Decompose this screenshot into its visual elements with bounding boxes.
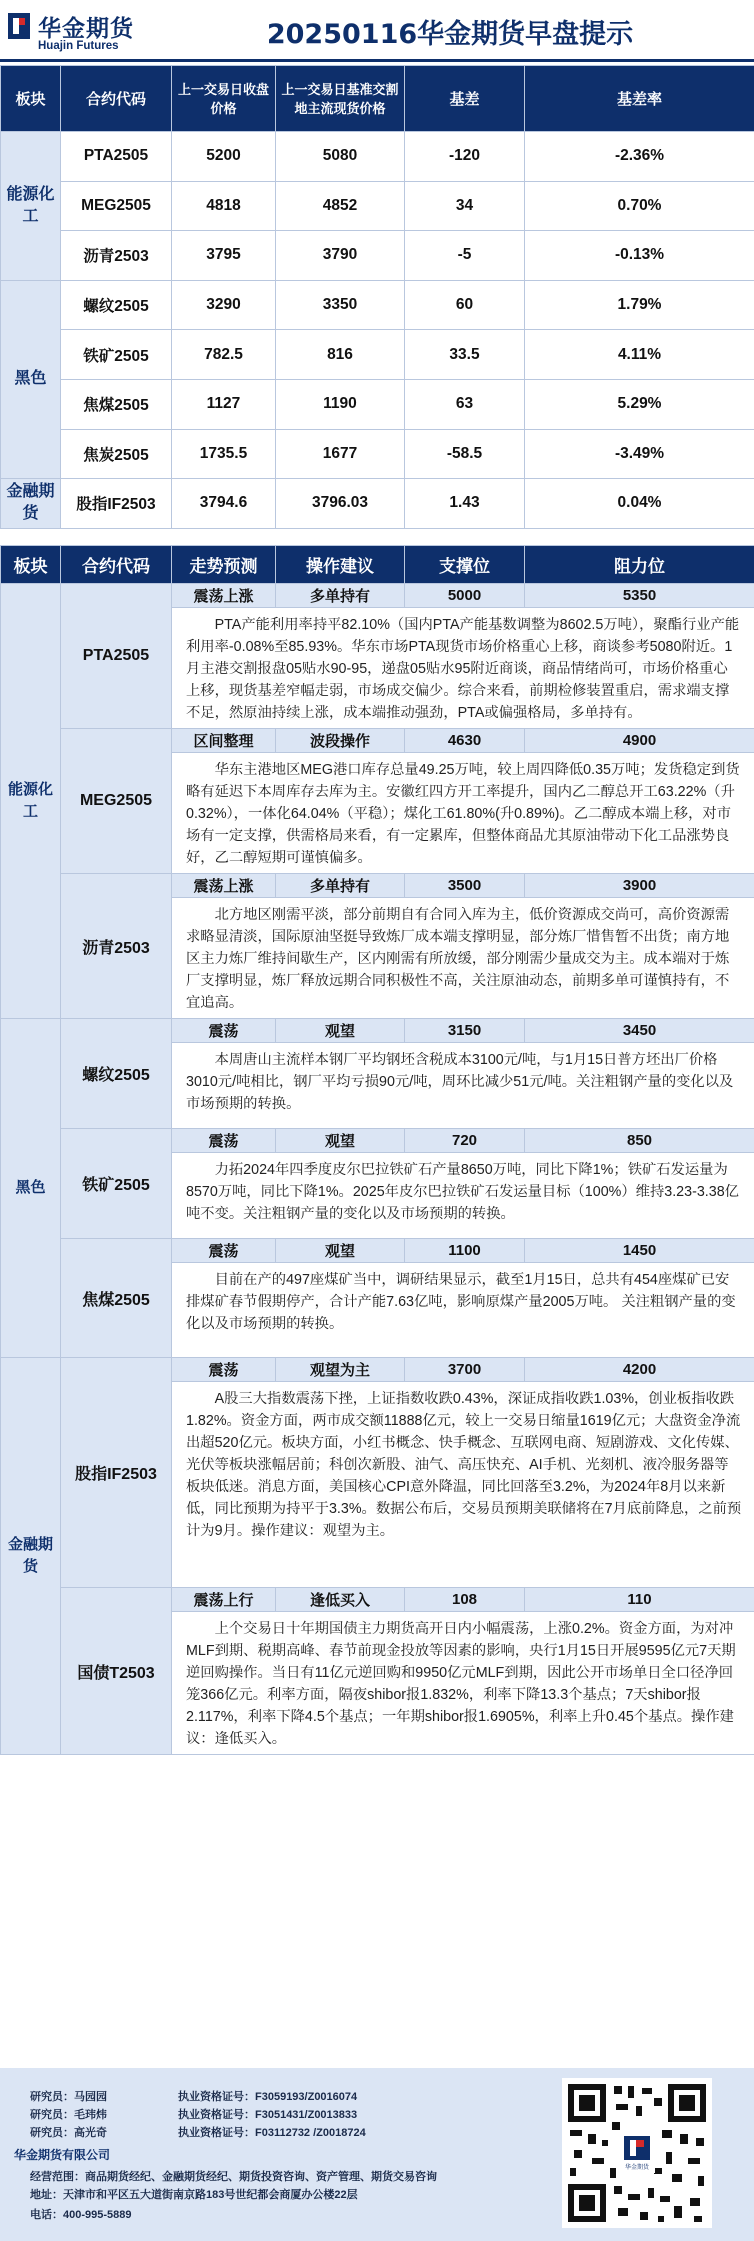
basis-rate: 4.11% — [525, 330, 754, 380]
basis-rate: 0.70% — [525, 181, 754, 231]
trend: 震荡上行 — [172, 1588, 276, 1612]
basis-rate: -0.13% — [525, 231, 754, 281]
table-row — [1, 429, 754, 479]
basis-rate: 1.79% — [525, 280, 754, 330]
contract-code: 焦煤2505 — [61, 1239, 172, 1358]
basis: 60 — [405, 280, 525, 330]
resistance: 110 — [525, 1588, 754, 1612]
analyst-license: 执业资格证号：F03112732 /Z0018724 — [178, 2127, 366, 2139]
support: 3700 — [405, 1358, 525, 1382]
col-spot-price: 上一交易日基准交割地主流现货价格 — [276, 66, 405, 132]
contract-code: 铁矿2505 — [61, 1129, 172, 1239]
spot-price: 3796.03 — [276, 479, 405, 529]
basis: 1.43 — [405, 479, 525, 529]
report-header — [0, 0, 754, 62]
basis: 33.5 — [405, 330, 525, 380]
close-price: 782.5 — [172, 330, 276, 380]
logo-text-en: Huajin Futures — [38, 40, 119, 52]
basis-table — [0, 65, 754, 529]
trend: 震荡上涨 — [172, 584, 276, 608]
logo-text-cn: 华金期货 — [38, 16, 134, 42]
contract-code: MEG2505 — [61, 181, 172, 231]
resistance: 1450 — [525, 1239, 754, 1263]
basis-rate: 0.04% — [525, 479, 754, 529]
contract-code: 焦煤2505 — [61, 379, 172, 429]
support: 720 — [405, 1129, 525, 1153]
trend: 震荡 — [172, 1019, 276, 1043]
logo-mark-icon — [6, 11, 32, 41]
basis-header-row — [1, 66, 754, 132]
advice: 多单持有 — [276, 584, 405, 608]
basis: -120 — [405, 132, 525, 182]
qr-code — [562, 2078, 712, 2228]
contract-code: MEG2505 — [61, 729, 172, 874]
advice: 观望为主 — [276, 1358, 405, 1382]
contract-code: 股指IF2503 — [61, 479, 172, 529]
table-row — [1, 231, 754, 281]
support: 3500 — [405, 874, 525, 898]
trend: 区间整理 — [172, 729, 276, 753]
spot-price: 1190 — [276, 379, 405, 429]
sector-cell: 金融期货 — [1, 479, 61, 529]
forecast-row — [1, 1019, 754, 1043]
table-row — [1, 280, 754, 330]
basis: -5 — [405, 231, 525, 281]
trend: 震荡 — [172, 1358, 276, 1382]
basis: 63 — [405, 379, 525, 429]
col-code: 合约代码 — [61, 546, 172, 584]
trend: 震荡上涨 — [172, 874, 276, 898]
resistance: 3900 — [525, 874, 754, 898]
col-sector: 板块 — [1, 546, 61, 584]
analyst-license: 执业资格证号：F3059193/Z0016074 — [178, 2091, 358, 2103]
col-trend: 走势预测 — [172, 546, 276, 584]
qr-caption: 华金期货 — [624, 2164, 650, 2171]
sector-cell: 黑色 — [1, 1019, 61, 1358]
sector-cell: 黑色 — [1, 280, 61, 478]
basis-rate: -2.36% — [525, 132, 754, 182]
spot-price: 3350 — [276, 280, 405, 330]
company-logo — [6, 8, 156, 54]
forecast-row — [1, 1358, 754, 1382]
business-scope: 经营范围：商品期货经纪、金融期货经纪、期货投资咨询、资产管理、期货交易咨询 — [30, 2171, 437, 2183]
resistance: 5350 — [525, 584, 754, 608]
analyst-name: 研究员：高光奇 — [30, 2127, 107, 2139]
contract-code: 焦炭2505 — [61, 429, 172, 479]
qr-code-icon — [562, 2078, 712, 2228]
forecast-row — [1, 584, 754, 608]
contract-code: 国债T2503 — [61, 1588, 172, 1755]
analysis-text: A股三大指数震荡下挫，上证指数收跌0.43%，深证成指收跌1.03%，创业板指收跌1.82%。资金方面，两市成交额11888亿元，较上一交易日缩量1619亿元；大盘资金净流出超520亿元。板块方面，小红书概念、快手概念、互联网电商、短剧游戏、文化传媒、光伏等板块涨幅居前；科创次新股、油气、高压快充、AI手机、光刻机、液冷服务器等板块低迷。消息方面，美国核心CPI意外降温，同比回落至3.2%，为2024年8月以来新低，同比预期为持平于3.3%。数据公布后，交易员预期美联储将在7月底前降息，之前预计为9月。操作建议：观望为主。 — [172, 1382, 754, 1588]
analyst-name: 研究员：马园园 — [30, 2091, 107, 2103]
analysis-text: 力拓2024年四季度皮尔巴拉铁矿石产量8650万吨，同比下降1%；铁矿石发运量为8570万吨，同比下降1%。2025年皮尔巴拉铁矿石发运量目标（100%）维持3.23-3.38亿吨不变。关注粗钢产量的变化以及市场预期的转换。 — [172, 1153, 754, 1239]
analysis-text: 本周唐山主流样本钢厂平均钢坯含税成本3100元/吨，与1月15日普方坯出厂价格3010元/吨相比，钢厂平均亏损90元/吨，周环比减少51元/吨。关注粗钢产量的变化以及市场预期的转换。 — [172, 1043, 754, 1129]
company-name: 华金期货有限公司 — [14, 2148, 111, 2162]
forecast-row — [1, 1588, 754, 1612]
contract-code: 螺纹2505 — [61, 1019, 172, 1129]
close-price: 5200 — [172, 132, 276, 182]
support: 1100 — [405, 1239, 525, 1263]
advice: 观望 — [276, 1129, 405, 1153]
basis-rate: -3.49% — [525, 429, 754, 479]
advice: 逢低买入 — [276, 1588, 405, 1612]
spot-price: 4852 — [276, 181, 405, 231]
company-phone: 电话：400-995-5889 — [30, 2209, 132, 2221]
forecast-row — [1, 729, 754, 753]
spot-price: 1677 — [276, 429, 405, 479]
table-row — [1, 379, 754, 429]
close-price: 3794.6 — [172, 479, 276, 529]
analysis-text: 上个交易日十年期国债主力期货高开日内小幅震荡，上涨0.2%。资金方面，为对冲MLF到期、税期高峰、春节前现金投放等因素的影响，央行1月15日开展9595亿元7天期逆回购操作。当日有11亿元逆回购和9950亿元MLF到期，因此公开市场单日全口径净回笼366亿元。利率方面，隔夜shibor报1.832%，利率下降13.3个基点；7天shibor报2.117%，利率下降4.5个基点；一年期shibor报1.6905%，利率上升0.45个基点。操作建议：逢低买入。 — [172, 1612, 754, 1755]
col-code: 合约代码 — [61, 66, 172, 132]
trend: 震荡 — [172, 1129, 276, 1153]
support: 4630 — [405, 729, 525, 753]
strategy-header-row — [1, 546, 754, 584]
close-price: 4818 — [172, 181, 276, 231]
analyst-license: 执业资格证号：F3051431/Z0013833 — [178, 2109, 358, 2121]
contract-code: 螺纹2505 — [61, 280, 172, 330]
basis: 34 — [405, 181, 525, 231]
resistance: 3450 — [525, 1019, 754, 1043]
spot-price: 5080 — [276, 132, 405, 182]
support: 5000 — [405, 584, 525, 608]
table-row — [1, 132, 754, 182]
trend: 震荡 — [172, 1239, 276, 1263]
close-price: 1735.5 — [172, 429, 276, 479]
spot-price: 3790 — [276, 231, 405, 281]
col-sector: 板块 — [1, 66, 61, 132]
col-basis-rate: 基差率 — [525, 66, 754, 132]
analysis-text: 目前在产的497座煤矿当中，调研结果显示，截至1月15日，总共有454座煤矿已安排煤矿春节假期停产，合计产能7.63亿吨，影响原煤产量2005万吨。 关注粗钢产量的变化以及市场预期的转换。 — [172, 1263, 754, 1358]
analyst-name: 研究员：毛玮炜 — [30, 2109, 107, 2121]
advice: 观望 — [276, 1239, 405, 1263]
advice: 多单持有 — [276, 874, 405, 898]
support: 3150 — [405, 1019, 525, 1043]
resistance: 4200 — [525, 1358, 754, 1382]
analysis-text: 华东主港地区MEG港口库存总量49.25万吨，较上周四降低0.35万吨；发货稳定到货略有延迟下本周库存去库为主。安徽红四方开工率提升，国内乙二醇总开工63.22%（升0.32%），一体化64.04%（平稳）；煤化工61.80%(升0.89%)。乙二醇成本端上移，对市场有一定支撑，供需格局来看，有一定累库，但整体商品尤其原油带动下化工品涨势良好，乙二醇短期可谨慎偏多。 — [172, 753, 754, 874]
col-close-price: 上一交易日收盘价格 — [172, 66, 276, 132]
sector-cell: 能源化工 — [1, 132, 61, 281]
sector-cell: 能源化工 — [1, 584, 61, 1019]
close-price: 3795 — [172, 231, 276, 281]
resistance: 850 — [525, 1129, 754, 1153]
contract-code: 股指IF2503 — [61, 1358, 172, 1588]
col-advice: 操作建议 — [276, 546, 405, 584]
table-row — [1, 330, 754, 380]
sector-cell: 金融期货 — [1, 1358, 61, 1755]
table-row — [1, 181, 754, 231]
contract-code: PTA2505 — [61, 132, 172, 182]
resistance: 4900 — [525, 729, 754, 753]
basis-rate: 5.29% — [525, 379, 754, 429]
strategy-table — [0, 545, 754, 1755]
close-price: 1127 — [172, 379, 276, 429]
analysis-text: 北方地区刚需平淡，部分前期自有合同入库为主，低价资源成交尚可，高价资源需求略显清淡，国际原油坚挺导致炼厂成本端支撑明显，部分炼厂惜售暂不出货；南方地区主力炼厂维持间歇生产，区内刚需有所放缓，部分刚需少量成交为主。成本端对于炼厂支撑明显，炼厂释放远期合同积极性不高，关注原油动态，前期多单可谨慎持有，不宜追高。 — [172, 898, 754, 1019]
col-support: 支撑位 — [405, 546, 525, 584]
company-address: 地址：天津市和平区五大道街南京路183号世纪都会商厦办公楼22层 — [30, 2189, 358, 2201]
forecast-row — [1, 1239, 754, 1263]
support: 108 — [405, 1588, 525, 1612]
col-basis: 基差 — [405, 66, 525, 132]
analysis-text: PTA产能利用率持平82.10%（国内PTA产能基数调整为8602.5万吨），聚酯行业产能利用率-0.08%至85.93%。华东市场PTA现货市场价格重心上移，商谈参考5080附近。1月主港交割报盘05贴水90-95，递盘05贴水95附近商谈，商品情绪尚可，市场价格重心上移，现货基差窄幅走弱，市场成交偏少。综合来看，前期检修装置重启，需求端支撑不足，然原油持续上涨，成本端推动强劲，PTA或偏强格局，多单持有。 — [172, 608, 754, 729]
spot-price: 816 — [276, 330, 405, 380]
report-footer — [0, 2068, 754, 2241]
contract-code: PTA2505 — [61, 584, 172, 729]
advice: 观望 — [276, 1019, 405, 1043]
forecast-row — [1, 1129, 754, 1153]
contract-code: 沥青2503 — [61, 231, 172, 281]
table-row — [1, 479, 754, 529]
advice: 波段操作 — [276, 729, 405, 753]
contract-code: 沥青2503 — [61, 874, 172, 1019]
col-resistance: 阻力位 — [525, 546, 754, 584]
basis: -58.5 — [405, 429, 525, 479]
contract-code: 铁矿2505 — [61, 330, 172, 380]
report-title: 20250116华金期货早盘提示 — [266, 19, 634, 50]
close-price: 3290 — [172, 280, 276, 330]
forecast-row — [1, 874, 754, 898]
